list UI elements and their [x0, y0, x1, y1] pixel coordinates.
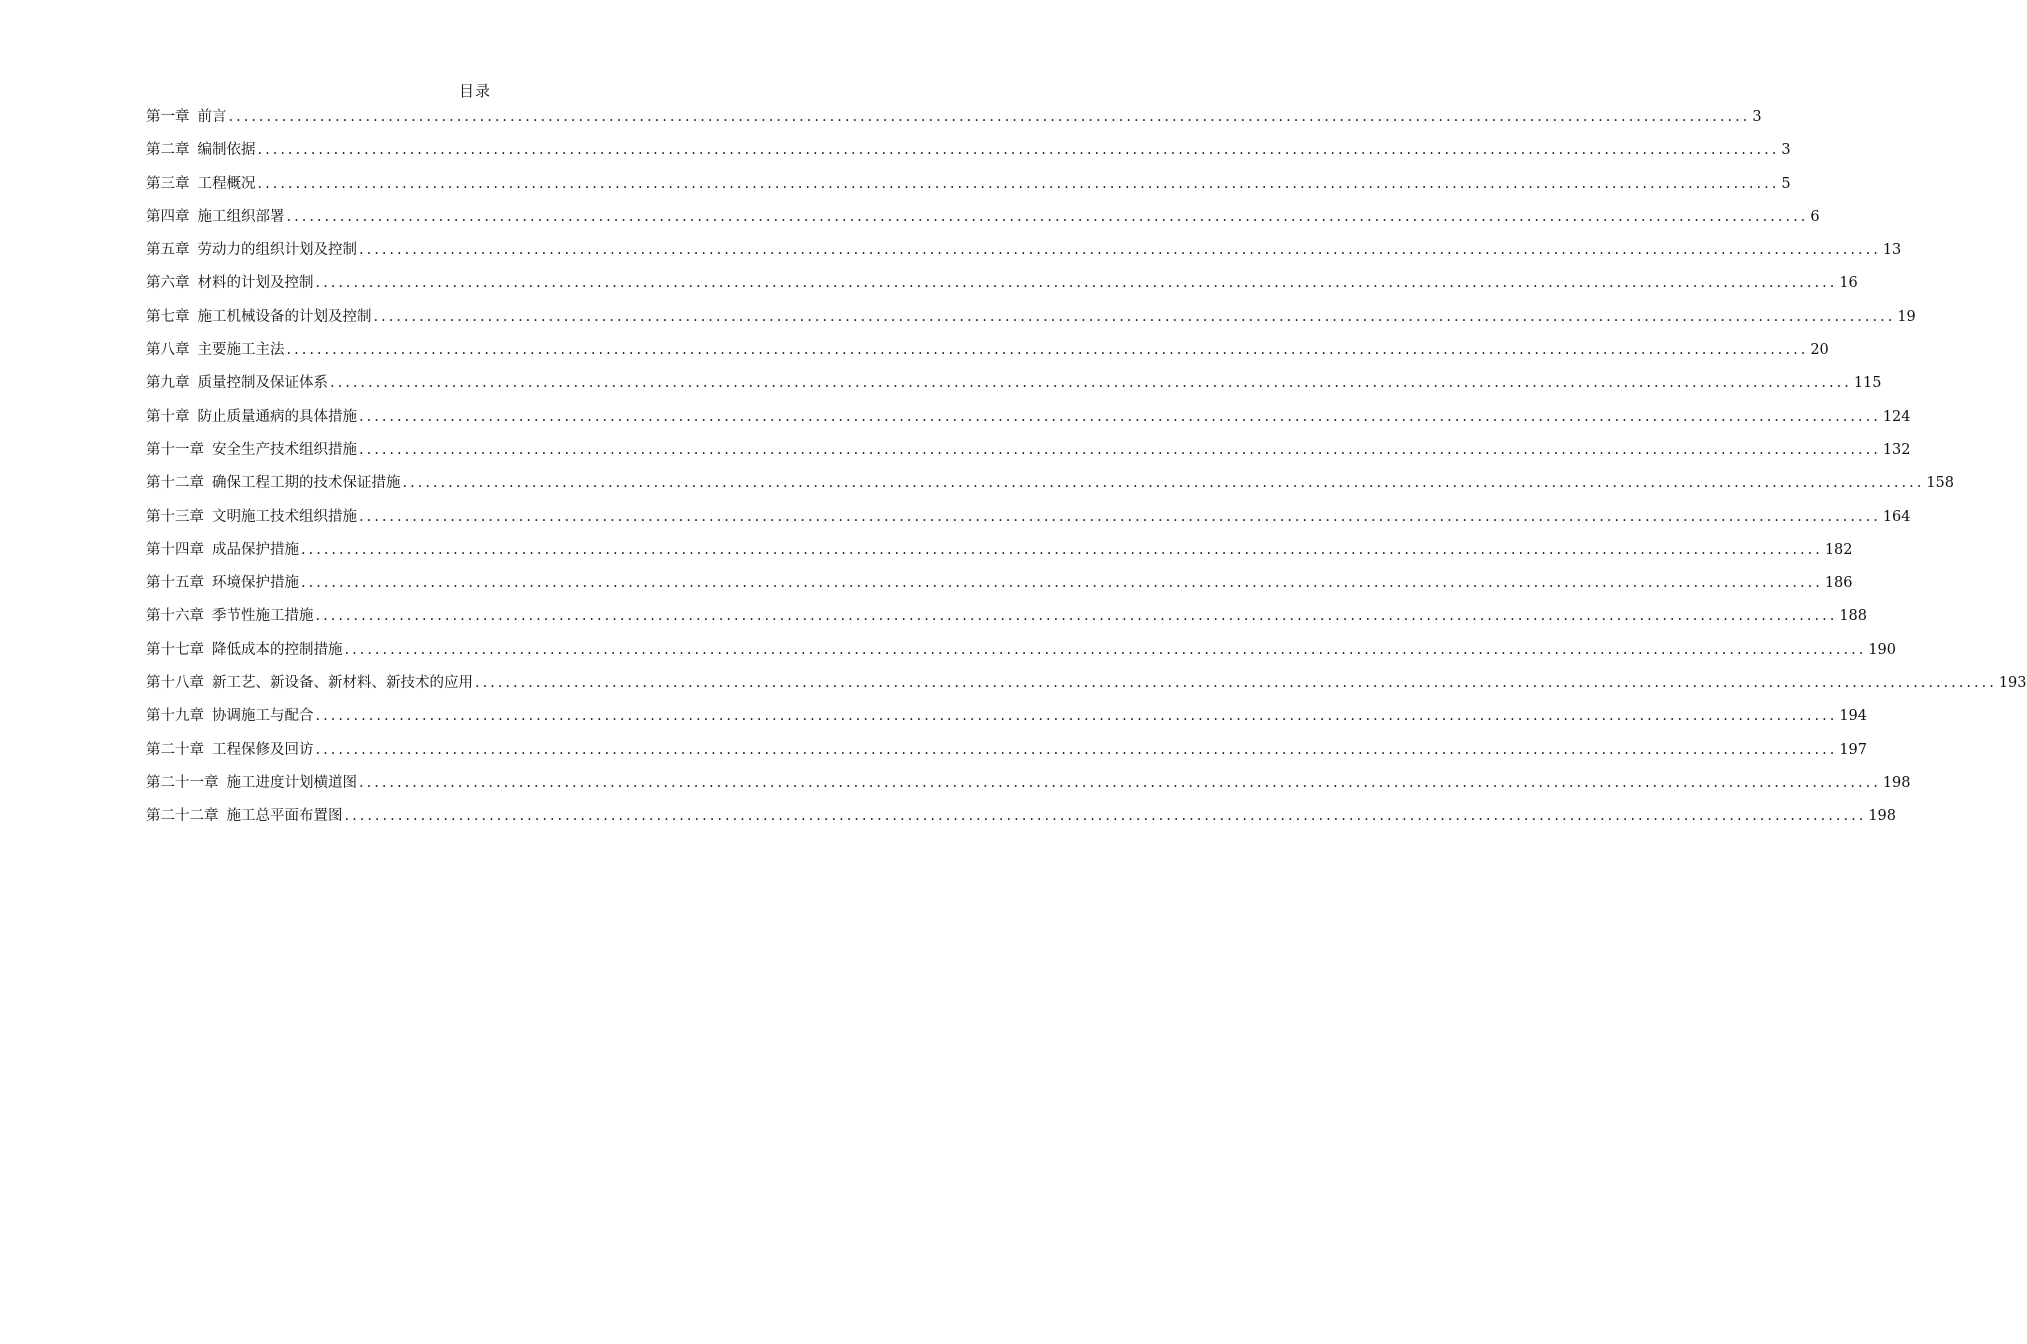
toc-entry[interactable] — [146, 273, 1858, 306]
toc-dot-leader: ........................................................................................................................................................................................................ — [228, 109, 1751, 125]
toc-entry-page-number: 193 — [1998, 675, 2027, 692]
toc-entry-page-number: 132 — [1882, 441, 1911, 458]
toc-entry-page-number: 6 — [1810, 208, 1820, 225]
toc-entry-chapter: 第二十章 — [146, 741, 204, 758]
toc-dot-leader: ........................................................................................................................................................................................................ — [359, 774, 1881, 791]
toc-entry[interactable] — [146, 740, 1868, 773]
toc-entry-page-number: 194 — [1839, 708, 1868, 725]
toc-entry-chapter: 第十四章 — [146, 541, 204, 558]
toc-entry[interactable] — [146, 340, 1829, 373]
toc-entry[interactable] — [146, 606, 1868, 639]
toc-entry-chapter: 第十五章 — [146, 575, 204, 592]
toc-entry[interactable] — [146, 207, 1820, 240]
toc-dot-leader: ........................................................................................................................................................................................................ — [359, 408, 1881, 425]
toc-dot-leader: ........................................................................................................................................................................................................ — [315, 741, 1838, 758]
toc-entry-page-number: 198 — [1882, 774, 1911, 791]
toc-title: 目录 — [458, 82, 491, 100]
toc-entry-title: 安全生产技术组织措施 — [212, 441, 357, 458]
toc-entry-chapter: 第十章 — [146, 408, 190, 425]
toc-entry-page-number: 164 — [1882, 508, 1911, 525]
toc-entry-chapter: 第六章 — [146, 275, 190, 292]
toc-entry[interactable] — [146, 806, 1897, 839]
toc-entry-chapter: 第十二章 — [146, 475, 204, 492]
toc-entry-chapter: 第四章 — [146, 208, 190, 225]
toc-entry[interactable] — [146, 240, 1902, 273]
toc-entry-title: 工程保修及回访 — [212, 741, 314, 758]
toc-entry-chapter: 第三章 — [146, 175, 190, 192]
toc-entry-page-number: 115 — [1853, 375, 1882, 392]
toc-entry-title: 前言 — [197, 109, 227, 125]
toc-entry[interactable] — [146, 373, 1882, 406]
toc-entry-title: 施工机械设备的计划及控制 — [197, 308, 372, 325]
toc-entry-title: 施工进度计划横道图 — [226, 774, 357, 791]
toc-entry-page-number: 197 — [1839, 741, 1868, 758]
toc-entry-title: 降低成本的控制措施 — [212, 641, 343, 658]
toc-entry[interactable] — [146, 440, 1911, 473]
toc-entry-page-number: 3 — [1752, 109, 1762, 125]
toc-entry-title: 新工艺、新设备、新材料、新技术的应用 — [212, 675, 473, 692]
toc-entry-page-number: 198 — [1868, 808, 1897, 825]
toc-entry-title: 材料的计划及控制 — [197, 275, 314, 292]
toc-dot-leader: ........................................................................................................................................................................................................ — [315, 608, 1838, 625]
toc-entry[interactable] — [146, 107, 1762, 140]
toc-entry[interactable] — [146, 407, 1911, 440]
toc-entry-title: 文明施工技术组织措施 — [212, 508, 357, 525]
toc-dot-leader: ........................................................................................................................................................................................................ — [257, 142, 1780, 159]
toc-entry[interactable] — [146, 540, 1853, 573]
toc-entry-page-number: 3 — [1781, 142, 1791, 159]
toc-entry-page-number: 190 — [1868, 641, 1897, 658]
toc-list — [146, 107, 2027, 840]
toc-entry-chapter: 第十三章 — [146, 508, 204, 525]
toc-dot-leader: ........................................................................................................................................................................................................ — [359, 242, 1881, 259]
toc-entry-title: 季节性施工措施 — [212, 608, 314, 625]
toc-entry-chapter: 第十九章 — [146, 708, 204, 725]
toc-dot-leader: ........................................................................................................................................................................................................ — [359, 508, 1881, 525]
toc-entry-page-number: 16 — [1839, 275, 1858, 292]
toc-dot-leader: ........................................................................................................................................................................................................ — [257, 175, 1780, 192]
toc-entry-title: 成品保护措施 — [212, 541, 299, 558]
toc-dot-leader: ........................................................................................................................................................................................................ — [315, 275, 1838, 292]
toc-entry[interactable] — [146, 473, 1955, 506]
toc-entry-title: 确保工程工期的技术保证措施 — [212, 475, 401, 492]
toc-entry-chapter: 第八章 — [146, 342, 190, 359]
toc-entry-chapter: 第七章 — [146, 308, 190, 325]
toc-entry-chapter: 第十一章 — [146, 441, 204, 458]
toc-entry-chapter: 第九章 — [146, 375, 190, 392]
toc-entry[interactable] — [146, 307, 1916, 340]
toc-dot-leader: ........................................................................................................................................................................................................ — [344, 808, 1867, 825]
toc-dot-leader: ........................................................................................................................................................................................................ — [286, 342, 1809, 359]
toc-dot-leader: ........................................................................................................................................................................................................ — [359, 441, 1881, 458]
toc-entry-page-number: 19 — [1897, 308, 1916, 325]
toc-dot-leader: ........................................................................................................................................................................................................ — [315, 708, 1838, 725]
toc-entry-page-number: 182 — [1824, 541, 1853, 558]
toc-entry[interactable] — [146, 706, 1868, 739]
toc-entry-page-number: 124 — [1882, 408, 1911, 425]
toc-entry-chapter: 第二章 — [146, 142, 190, 159]
toc-entry-page-number: 20 — [1810, 342, 1829, 359]
toc-entry[interactable] — [146, 773, 1911, 806]
toc-entry-page-number: 186 — [1824, 575, 1853, 592]
toc-entry-chapter: 第二十二章 — [146, 808, 219, 825]
toc-entry-title: 协调施工与配合 — [212, 708, 314, 725]
toc-dot-leader: ........................................................................................................................................................................................................ — [301, 541, 1823, 558]
toc-entry[interactable] — [146, 174, 1791, 207]
toc-dot-leader: ........................................................................................................................................................................................................ — [301, 575, 1823, 592]
toc-entry-page-number: 13 — [1882, 242, 1902, 259]
toc-entry-chapter: 第二十一章 — [146, 774, 219, 791]
toc-entry-page-number: 188 — [1839, 608, 1868, 625]
toc-entry-chapter: 第五章 — [146, 242, 190, 259]
toc-entry[interactable] — [146, 573, 1853, 606]
toc-entry-title: 环境保护措施 — [212, 575, 299, 592]
toc-entry-title: 主要施工主法 — [197, 342, 285, 359]
toc-entry[interactable] — [146, 640, 1897, 673]
toc-entry[interactable] — [146, 140, 1791, 173]
toc-entry-title: 劳动力的组织计划及控制 — [197, 242, 357, 259]
toc-entry-page-number: 5 — [1781, 175, 1791, 192]
toc-dot-leader: ........................................................................................................................................................................................................ — [475, 675, 1997, 692]
toc-entry-page-number: 158 — [1926, 475, 1955, 492]
toc-entry-title: 编制依据 — [197, 142, 256, 159]
toc-entry-title: 防止质量通病的具体措施 — [197, 408, 357, 425]
toc-entry-chapter: 第十八章 — [146, 675, 204, 692]
toc-dot-leader: ........................................................................................................................................................................................................ — [344, 641, 1867, 658]
toc-entry-title: 质量控制及保证体系 — [197, 375, 328, 392]
toc-entry-title: 施工总平面布置图 — [226, 808, 343, 825]
toc-entry[interactable] — [146, 507, 1911, 540]
toc-dot-leader: ........................................................................................................................................................................................................ — [373, 308, 1896, 325]
toc-entry-chapter: 第十六章 — [146, 608, 204, 625]
toc-entry-chapter: 第一章 — [146, 109, 190, 125]
toc-entry-title: 施工组织部署 — [197, 208, 285, 225]
toc-dot-leader: ........................................................................................................................................................................................................ — [330, 375, 1852, 392]
toc-entry-chapter: 第十七章 — [146, 641, 204, 658]
toc-entry[interactable] — [146, 673, 2027, 706]
toc-entry-title: 工程概况 — [197, 175, 256, 192]
toc-dot-leader: ........................................................................................................................................................................................................ — [402, 475, 1925, 492]
toc-dot-leader: ........................................................................................................................................................................................................ — [286, 208, 1809, 225]
